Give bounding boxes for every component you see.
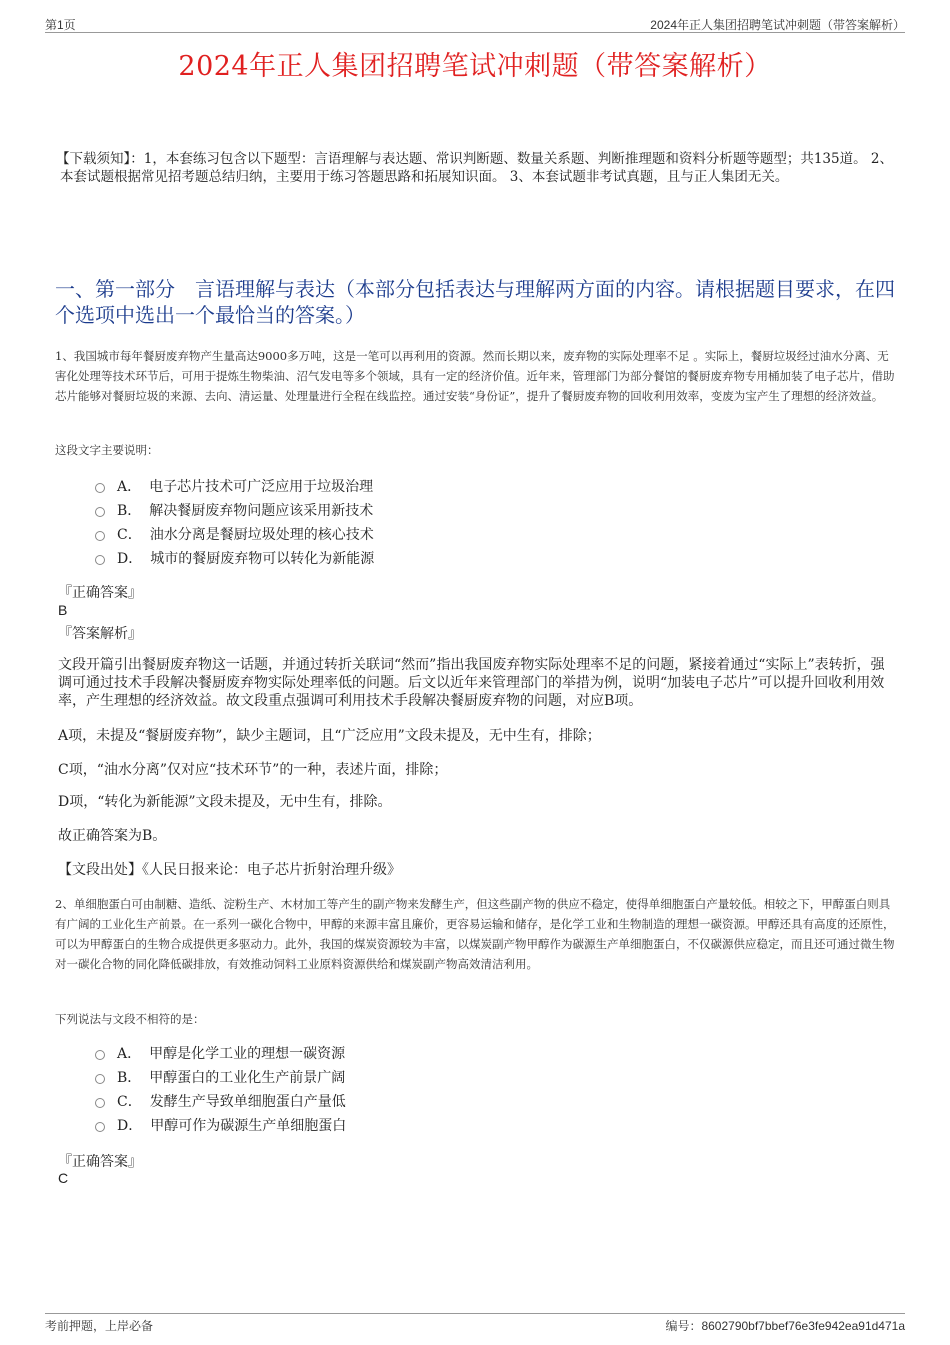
answer-value: C bbox=[58, 1170, 69, 1186]
option-b[interactable]: B． 甲醇蛋白的工业化生产前景广阔 bbox=[95, 1065, 346, 1089]
option-a[interactable]: A． 电子芯片技术可广泛应用于垃圾治理 bbox=[95, 474, 374, 498]
document-code: 编号：8602790bf7bbef76e3fe942ea91d471a bbox=[665, 1319, 905, 1333]
answer-value: B bbox=[58, 602, 68, 618]
analysis-paragraph: 文段开篇引出餐厨废弃物这一话题，并通过转折关联词“然而”指出我国废弃物实际处理率不足的问题，紧接着通过“实际上”表转折，强调可通过技术手段解决餐厨废弃物实际处理率低的问题。后文以近年来管理部门的举措为例，说明“加装电子芯片”可以提升回收利用效率，产生理想的经济效益。故文段重点强调可利用技术手段解决餐厨废弃物的问题，对应B项。 bbox=[58, 657, 885, 709]
header-doc-title: 2024年正人集团招聘笔试冲刺题（带答案解析） bbox=[650, 18, 905, 32]
analysis-option-c: C项，“油水分离”仅对应“技术环节”的一种，表述片面，排除； bbox=[58, 762, 448, 778]
option-d[interactable]: D． 城市的餐厨废弃物可以转化为新能源 bbox=[95, 546, 374, 570]
answer-label: 『正确答案』 bbox=[58, 1154, 142, 1170]
analysis-option-d: D项，“转化为新能源”文段未提及，无中生有，排除。 bbox=[58, 794, 392, 810]
document-title: 2024年正人集团招聘笔试冲刺题（带答案解析） bbox=[178, 51, 772, 82]
analysis-label: 『答案解析』 bbox=[58, 626, 142, 642]
question-1-options bbox=[95, 474, 374, 570]
radio-icon[interactable] bbox=[95, 1098, 105, 1108]
page-footer bbox=[45, 1313, 905, 1334]
radio-icon[interactable] bbox=[95, 1050, 105, 1060]
option-c[interactable]: C． 油水分离是餐厨垃圾处理的核心技术 bbox=[95, 522, 374, 546]
answer-label: 『正确答案』 bbox=[58, 585, 142, 601]
radio-icon[interactable] bbox=[95, 555, 105, 565]
radio-icon[interactable] bbox=[95, 507, 105, 517]
page-number: 第1页 bbox=[45, 18, 76, 32]
question-1-prompt: 这段文字主要说明： bbox=[55, 443, 159, 457]
question-1-passage: 1、我国城市每年餐厨废弃物产生量高达9000多万吨，这是一笔可以再利用的资源。然而长期以来，废弃物的实际处理率不足 。实际上，餐厨垃圾经过油水分离、无害化处理等技术环节后，可用于提炼生物柴油、沼气发电等多个领域，具有一定的经济价值。近年来，管理部门为部分餐馆的餐厨废弃物专用桶加装了电子芯片，借助芯片能够对餐厨垃圾的来源、去向、清运量、处理量进行全程在线监控。通过安装“身份证”，提升了餐厨废弃物的回收利用效率，变废为宝产生了理想的经济效益。 bbox=[55, 349, 895, 403]
radio-icon[interactable] bbox=[95, 483, 105, 493]
analysis-option-a: A项，未提及“餐厨废弃物”，缺少主题词，且“广泛应用”文段未提及，无中生有，排除； bbox=[58, 728, 601, 744]
footer-slogan: 考前押题，上岸必备 bbox=[45, 1319, 154, 1333]
section-heading: 一、第一部分 言语理解与表达（本部分包括表达与理解两方面的内容。请根据题目要求，在四个选项中选出一个最恰当的答案。） bbox=[55, 277, 895, 327]
page-header bbox=[45, 14, 905, 33]
question-2-prompt: 下列说法与文段不相符的是： bbox=[55, 1012, 205, 1026]
option-d[interactable]: D． 甲醇可作为碳源生产单细胞蛋白 bbox=[95, 1113, 346, 1137]
radio-icon[interactable] bbox=[95, 1074, 105, 1084]
option-b[interactable]: B． 解决餐厨废弃物问题应该采用新技术 bbox=[95, 498, 374, 522]
question-2-passage: 2、单细胞蛋白可由制糖、造纸、淀粉生产、木材加工等产生的副产物来发酵生产，但这些副产物的供应不稳定，使得单细胞蛋白产量较低。相较之下，甲醇蛋白则具有广阔的工业化生产前景。在一系列一碳化合物中，甲醇的来源丰富且廉价，更容易运输和储存，是化学工业和生物制造的理想一碳资源。甲醇还具有高度的还原性，可以为甲醇蛋白的生物合成提供更多驱动力。此外，我国的煤炭资源较为丰富，以煤炭副产物甲醇作为碳源生产单细胞蛋白，不仅碳源供应稳定，而且还可通过微生物对一碳化合物的同化降低碳排放，有效推动饲料工业原料资源供给和煤炭副产物高效清洁利用。 bbox=[55, 897, 895, 971]
question-2-options bbox=[95, 1041, 346, 1137]
radio-icon[interactable] bbox=[95, 531, 105, 541]
option-c[interactable]: C． 发酵生产导致单细胞蛋白产量低 bbox=[95, 1089, 346, 1113]
download-notice: 【下载须知】：1，本套练习包含以下题型：言语理解与表达题、常识判断题、数量关系题、判断推理题和资料分析题等题型；共135道。 2、本套试题根据常见招考题总结归纳，主要用于练习答题思路和拓展知识面。 3、本套试题非考试真题，且与正人集团无关。 bbox=[56, 151, 893, 185]
radio-icon[interactable] bbox=[95, 1122, 105, 1132]
analysis-conclusion: 故正确答案为B。 bbox=[58, 828, 167, 844]
option-a[interactable]: A． 甲醇是化学工业的理想一碳资源 bbox=[95, 1041, 346, 1065]
passage-source: 【文段出处】《人民日报来论：电子芯片折射治理升级》 bbox=[58, 862, 401, 878]
